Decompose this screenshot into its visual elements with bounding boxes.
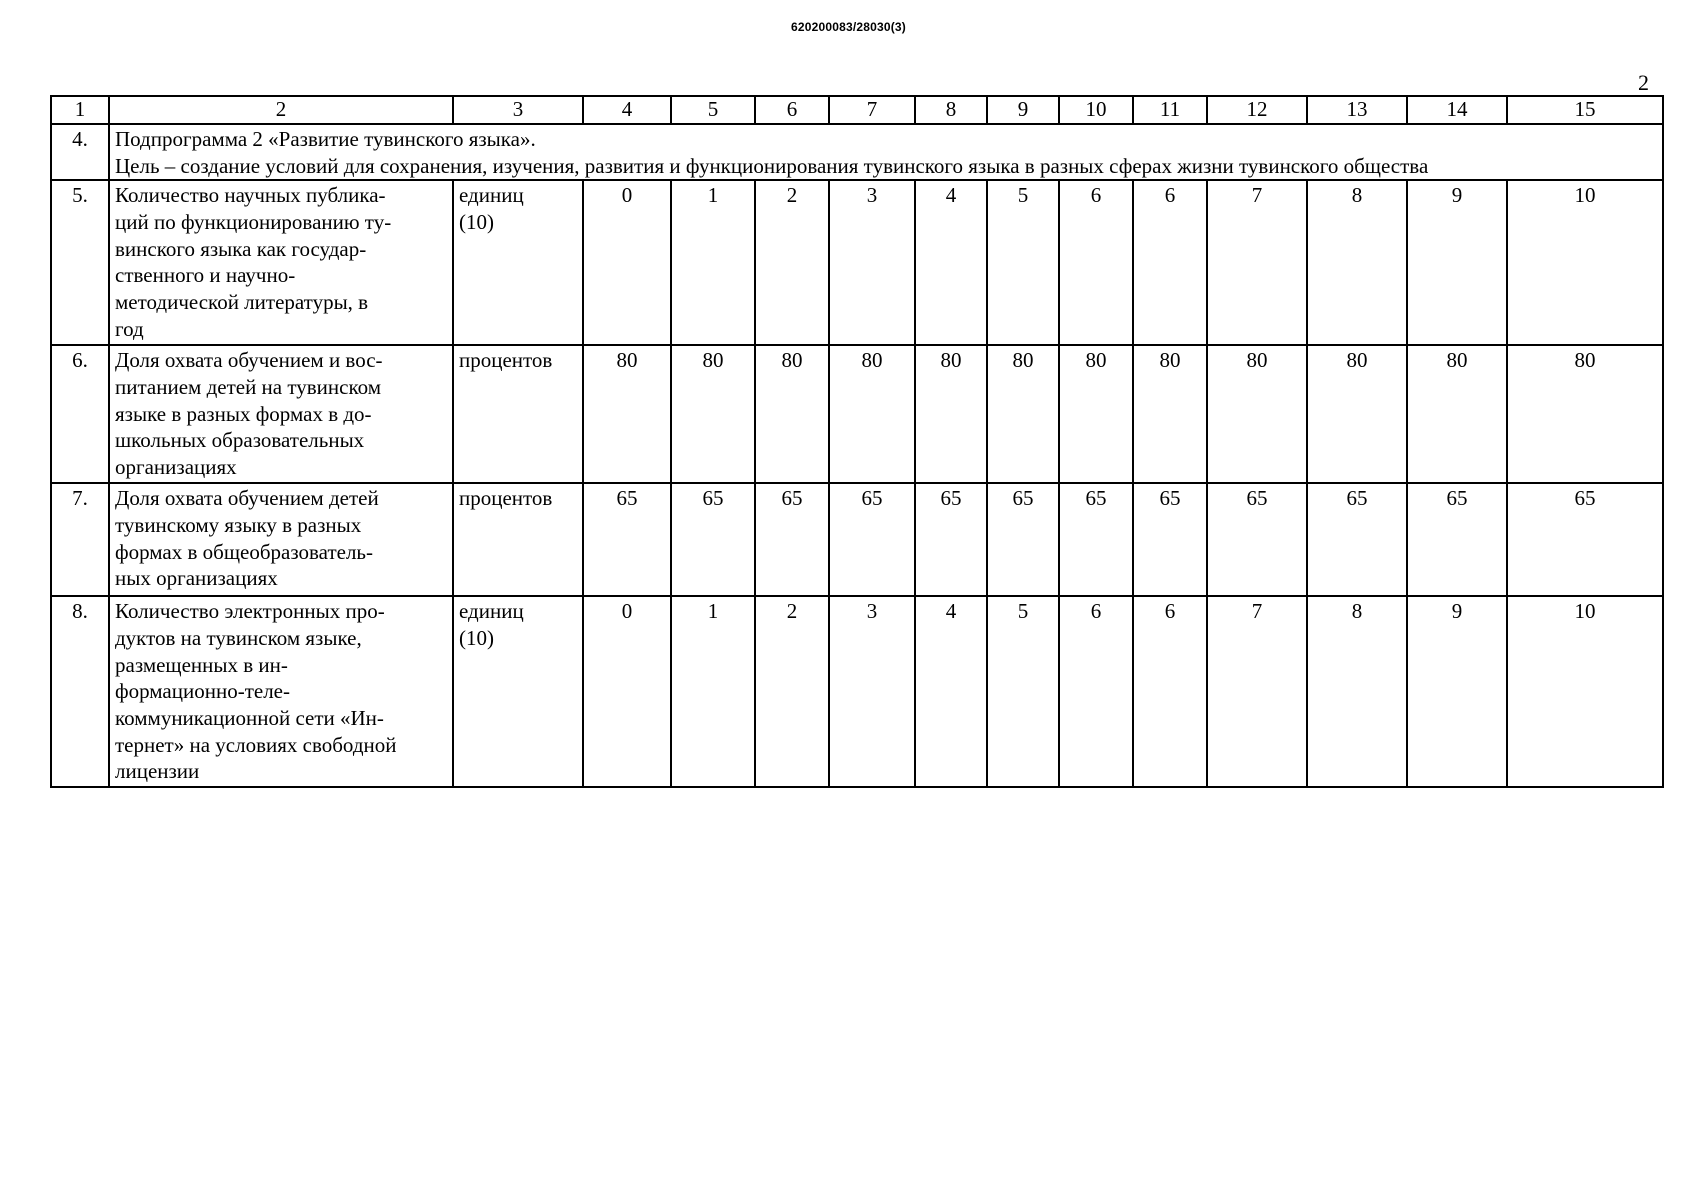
header-row bbox=[51, 96, 1663, 124]
value-cell: 80 bbox=[1307, 345, 1407, 483]
indicator-name: Доля охвата обучением и вос- питанием детей на тувинском языке в разных формах в до- школьных образовательных организациях bbox=[109, 345, 453, 483]
value-cell: 5 bbox=[987, 596, 1059, 787]
header-cell: 8 bbox=[915, 96, 987, 124]
value-cell: 65 bbox=[1407, 483, 1507, 596]
value-cell: 2 bbox=[755, 180, 829, 345]
subprogram-description bbox=[109, 124, 1663, 180]
indicator-name: Количество электронных про- дуктов на тувинском языке, размещенных в ин- формационно-теле- коммуникационной сети «Ин- тернет» на условиях свободной лицензии bbox=[109, 596, 453, 787]
value-cell: 3 bbox=[829, 596, 915, 787]
value-cell: 4 bbox=[915, 180, 987, 345]
subprogram-goal: Цель – создание условий для сохранения, изучения, развития и функционирования тувинского языка в разных сферах жизни тувинского общества bbox=[115, 153, 1429, 178]
value-cell: 80 bbox=[671, 345, 755, 483]
value-cell: 1 bbox=[671, 180, 755, 345]
header-cell: 6 bbox=[755, 96, 829, 124]
value-cell: 7 bbox=[1207, 180, 1307, 345]
value-cell: 65 bbox=[1133, 483, 1207, 596]
value-cell: 65 bbox=[829, 483, 915, 596]
unit-cell: единиц (10) bbox=[453, 180, 583, 345]
header-cell: 3 bbox=[453, 96, 583, 124]
value-cell: 8 bbox=[1307, 596, 1407, 787]
value-cell: 65 bbox=[1507, 483, 1663, 596]
header-cell: 5 bbox=[671, 96, 755, 124]
row-number: 4. bbox=[51, 124, 109, 180]
value-cell: 6 bbox=[1133, 596, 1207, 787]
header-cell: 4 bbox=[583, 96, 671, 124]
table-row bbox=[51, 180, 1663, 345]
unit-cell: процентов bbox=[453, 483, 583, 596]
value-cell: 10 bbox=[1507, 180, 1663, 345]
value-cell: 4 bbox=[915, 596, 987, 787]
unit-cell: процентов bbox=[453, 345, 583, 483]
document-id: 620200083/28030(3) bbox=[790, 20, 907, 34]
value-cell: 6 bbox=[1059, 596, 1133, 787]
value-cell: 9 bbox=[1407, 180, 1507, 345]
value-cell: 80 bbox=[987, 345, 1059, 483]
value-cell: 80 bbox=[829, 345, 915, 483]
value-cell: 10 bbox=[1507, 596, 1663, 787]
row-number: 5. bbox=[51, 180, 109, 345]
table-row bbox=[51, 596, 1663, 787]
value-cell: 65 bbox=[671, 483, 755, 596]
header-cell: 1 bbox=[51, 96, 109, 124]
indicators-table bbox=[50, 95, 1664, 788]
header-cell: 2 bbox=[109, 96, 453, 124]
table-row bbox=[51, 345, 1663, 483]
unit-cell: единиц (10) bbox=[453, 596, 583, 787]
value-cell: 5 bbox=[987, 180, 1059, 345]
value-cell: 80 bbox=[1507, 345, 1663, 483]
indicator-name: Доля охвата обучением детей тувинскому языку в разных формах в общеобразователь- ных организациях bbox=[109, 483, 453, 596]
subprogram-row bbox=[51, 124, 1663, 180]
header-cell: 12 bbox=[1207, 96, 1307, 124]
value-cell: 65 bbox=[583, 483, 671, 596]
value-cell: 80 bbox=[1059, 345, 1133, 483]
header-cell: 7 bbox=[829, 96, 915, 124]
header-cell: 14 bbox=[1407, 96, 1507, 124]
value-cell: 0 bbox=[583, 180, 671, 345]
value-cell: 1 bbox=[671, 596, 755, 787]
value-cell: 9 bbox=[1407, 596, 1507, 787]
row-number: 6. bbox=[51, 345, 109, 483]
value-cell: 65 bbox=[915, 483, 987, 596]
value-cell: 65 bbox=[755, 483, 829, 596]
value-cell: 2 bbox=[755, 596, 829, 787]
row-number: 7. bbox=[51, 483, 109, 596]
value-cell: 80 bbox=[1207, 345, 1307, 483]
value-cell: 7 bbox=[1207, 596, 1307, 787]
value-cell: 80 bbox=[755, 345, 829, 483]
value-cell: 3 bbox=[829, 180, 915, 345]
value-cell: 80 bbox=[915, 345, 987, 483]
header-cell: 11 bbox=[1133, 96, 1207, 124]
page-number: 2 bbox=[1638, 70, 1649, 95]
header-cell: 15 bbox=[1507, 96, 1663, 124]
value-cell: 0 bbox=[583, 596, 671, 787]
header-cell: 10 bbox=[1059, 96, 1133, 124]
value-cell: 6 bbox=[1059, 180, 1133, 345]
table-row bbox=[51, 483, 1663, 596]
value-cell: 65 bbox=[1059, 483, 1133, 596]
header-cell: 13 bbox=[1307, 96, 1407, 124]
value-cell: 8 bbox=[1307, 180, 1407, 345]
row-number: 8. bbox=[51, 596, 109, 787]
value-cell: 65 bbox=[1207, 483, 1307, 596]
header-cell: 9 bbox=[987, 96, 1059, 124]
value-cell: 80 bbox=[583, 345, 671, 483]
value-cell: 65 bbox=[1307, 483, 1407, 596]
value-cell: 65 bbox=[987, 483, 1059, 596]
value-cell: 80 bbox=[1133, 345, 1207, 483]
value-cell: 80 bbox=[1407, 345, 1507, 483]
subprogram-title: Подпрограмма 2 «Развитие тувинского языка». bbox=[115, 127, 536, 151]
indicator-name: Количество научных публика- ций по функционированию ту- винского языка как государ- ственного и научно- методической литературы, в год bbox=[109, 180, 453, 345]
value-cell: 6 bbox=[1133, 180, 1207, 345]
